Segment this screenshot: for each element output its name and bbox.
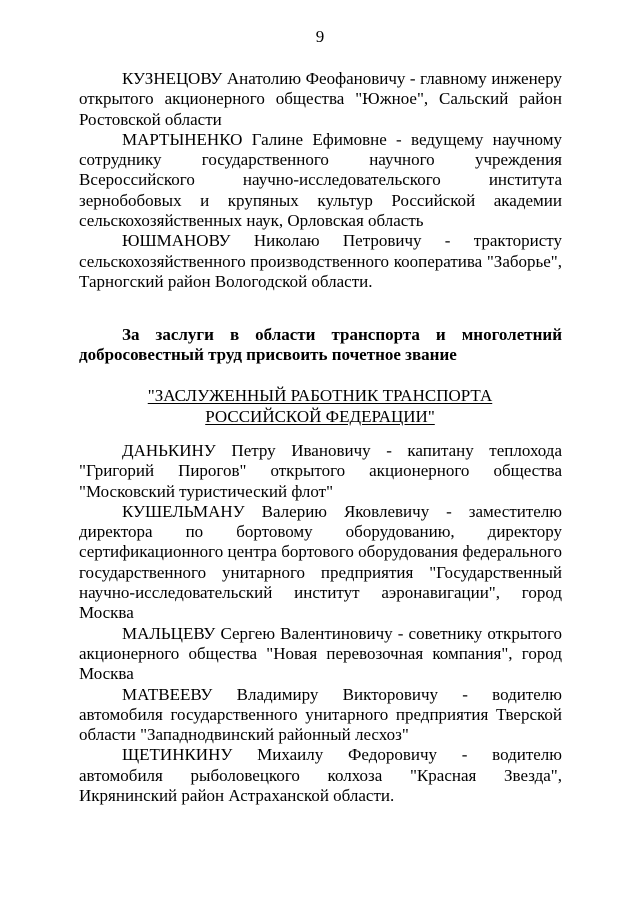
award-paragraph: КУЗНЕЦОВУ Анатолию Феофановичу - главному инженеру открытого акционерного общества "Южное", Сальский район Ростовской области (79, 69, 562, 129)
award-paragraph: МАТВЕЕВУ Владимиру Викторовичу - водителю автомобиля государственного унитарного предприятия Тверской области "Западнодвинский районный лесхоз" (79, 684, 562, 745)
award-paragraph: МАРТЫНЕНКО Галине Ефимовне - ведущему научному сотруднику государственного научного учреждения Всероссийского научно-исследовательского института зернобобовых и крупяных культур Российской академии сельскохозяйственных наук, Орловская область (79, 129, 562, 231)
awards-list-agriculture (79, 69, 562, 292)
honorary-title-line1: "ЗАСЛУЖЕННЫЙ РАБОТНИК ТРАНСПОРТА (147, 386, 493, 405)
decree-statement (79, 325, 562, 366)
decree-text: За заслуги в области транспорта и многолетний добросовестный труд присвоить почетное звание (79, 325, 562, 365)
award-paragraph: КУШЕЛЬМАНУ Валерию Яковлевичу - заместителю директора по бортовому оборудованию, директору сертификационного центра бортового оборудования федерального государственного унитарного предприятия "Государственный научно-исследовательский институт аэронавигации", город Москва (79, 501, 562, 623)
award-paragraph: МАЛЬЦЕВУ Сергею Валентиновичу - советнику открытого акционерного общества "Новая перевозочная компания", город Москва (79, 623, 562, 684)
awards-list-transport (79, 441, 562, 806)
award-paragraph: ЮШМАНОВУ Николаю Петровичу - трактористу сельскохозяйственного производственного кооператива "Заборье", Тарногский район Вологодской области. (79, 231, 562, 291)
honorary-title-line2: РОССИЙСКОЙ ФЕДЕРАЦИИ" (205, 407, 435, 426)
award-paragraph: ЩЕТИНКИНУ Михаилу Федоровичу - водителю автомобиля рыболовецкого колхоза "Красная Звезда", Икрянинский район Астраханской области. (79, 745, 562, 806)
page-number: 9 (315, 27, 325, 46)
award-paragraph: ДАНЬКИНУ Петру Ивановичу - капитану теплохода "Григорий Пирогов" открытого акционерного общества "Московский туристический флот" (79, 441, 562, 501)
honorary-title (0, 385, 640, 427)
